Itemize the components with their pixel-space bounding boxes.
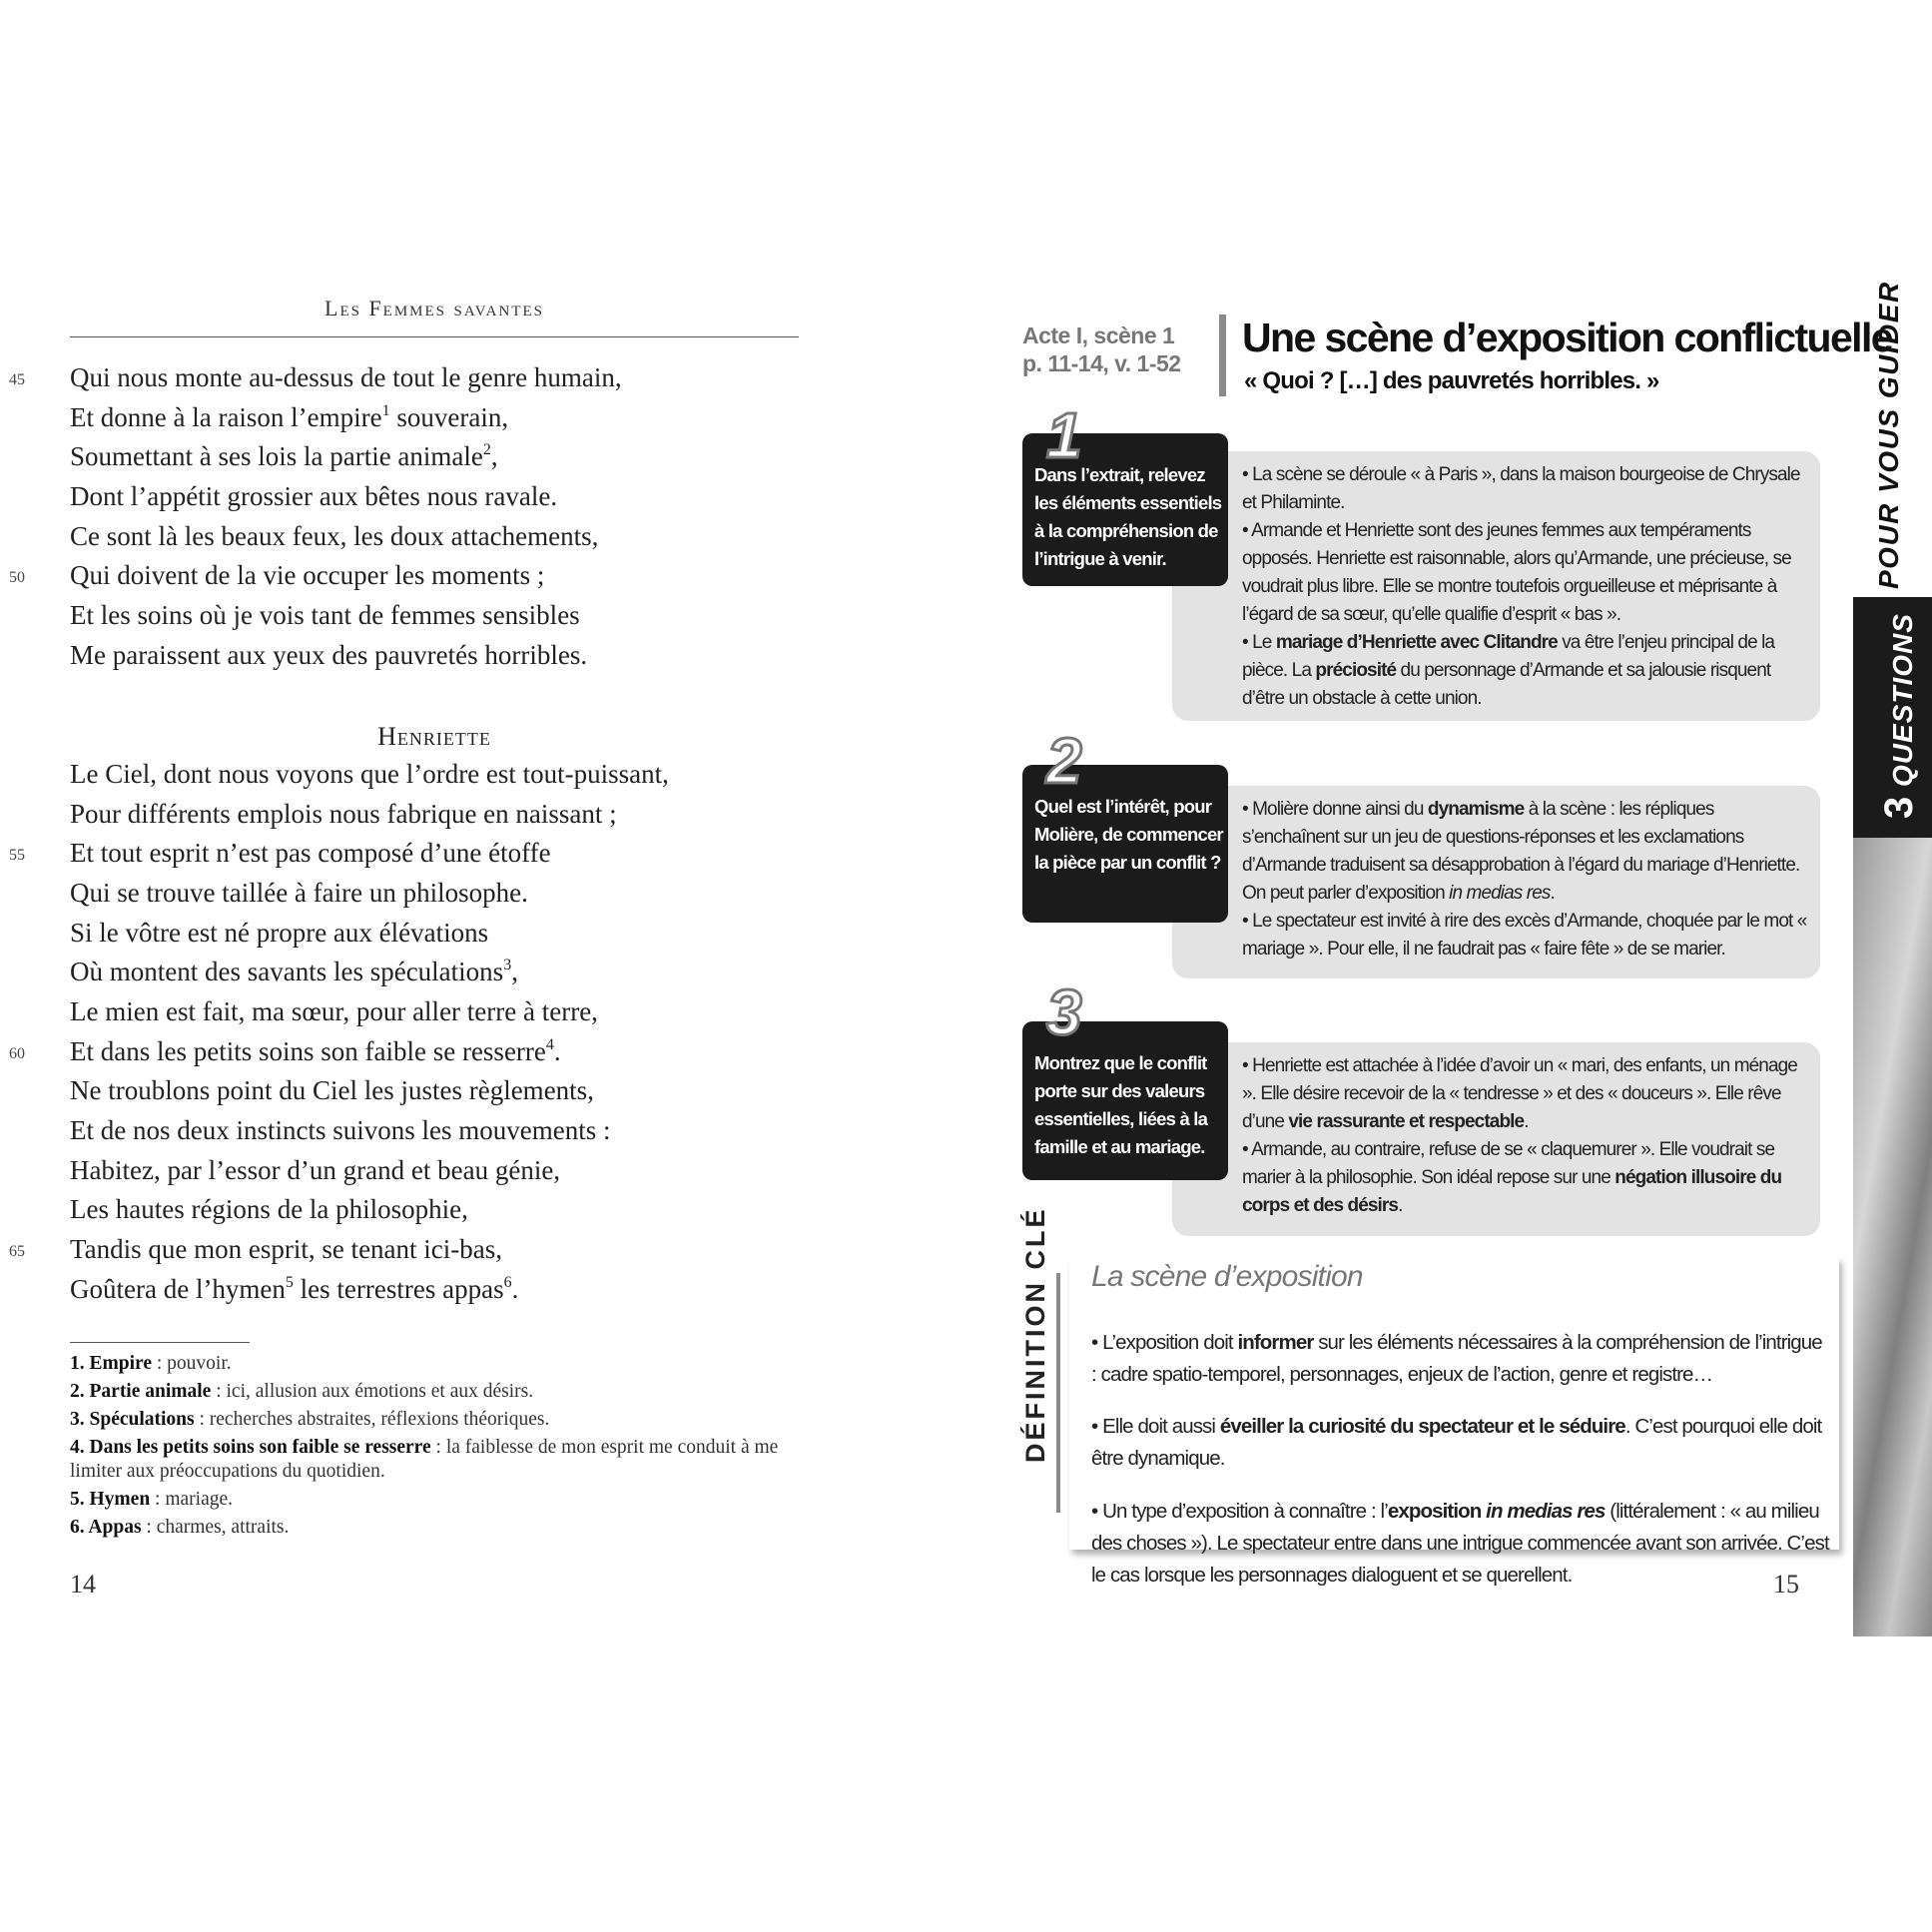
text-segment: • Molière donne ainsi du (1242, 799, 1428, 820)
footnote-ref: 2 (482, 441, 491, 459)
definition-paragraph (1091, 1327, 1830, 1391)
text-segment: Et de nos deux instincts suivons les mouvements : (70, 1115, 611, 1146)
verse-line (0, 834, 819, 874)
verse-line (0, 795, 819, 835)
footnote-ref: 5 (285, 1273, 294, 1291)
definition-paragraph (1091, 1496, 1830, 1592)
definition-body (1091, 1306, 1830, 1600)
text-segment: négation illusoire du corps et des désirs (1242, 1167, 1782, 1216)
answer-box (1172, 1042, 1820, 1236)
question-text: Montrez que le conflit porte sur des valeurs essentielles, liées à la famille et au mariage. (1034, 1052, 1208, 1157)
running-head: Les Femmes savantes (324, 296, 544, 321)
verse-line (0, 1270, 819, 1310)
text-segment: . (553, 1035, 561, 1066)
line-number: 55 (9, 847, 25, 865)
text-segment: . (511, 1273, 519, 1304)
question-number-icon: 1 (1046, 399, 1082, 471)
text-segment: Et les soins où je vois tant de femmes sensibles (70, 600, 580, 631)
verse-line (0, 1230, 819, 1270)
text-segment: les terrestres appas (293, 1273, 504, 1304)
footnote-definition: : recherches abstraites, réflexions théoriques. (194, 1409, 550, 1430)
text-segment: • Armande, au contraire, refuse de se « claquemurer ». Elle voudrait se marier à la philosophie. Son idéal repose sur une (1242, 1139, 1775, 1188)
verse-line (0, 636, 819, 676)
line-number: 45 (9, 371, 25, 388)
text-segment: • Elle doit aussi (1091, 1415, 1220, 1438)
text-segment: • Un type d’exposition à connaître : l’ (1091, 1499, 1388, 1523)
text-segment: • L’exposition doit (1091, 1330, 1238, 1354)
text-segment: , (511, 957, 518, 987)
text-segment: Et donne à la raison l’empire (70, 401, 382, 432)
verse-line (0, 953, 819, 992)
line-number: 65 (9, 1243, 25, 1261)
page-number-right: 15 (1773, 1570, 1799, 1599)
stanza-gap (0, 676, 819, 716)
text-segment: souverain, (389, 401, 509, 432)
verse-line (0, 1190, 819, 1230)
verse-line (0, 1151, 819, 1191)
text-segment: éveiller la curiosité du spectateur et le séduire (1219, 1415, 1625, 1438)
page-title: Une scène d’exposition conflictuelle (1242, 315, 1892, 360)
text-segment: • Le (1242, 632, 1276, 653)
definition-label: DÉFINITION CLÉ (1020, 1206, 1050, 1463)
footnote-ref: 3 (503, 957, 512, 974)
page-number-left: 14 (70, 1570, 96, 1599)
title-bar (1219, 315, 1226, 396)
answer-paragraph (1242, 461, 1810, 517)
footnote-term: 6. Appas (70, 1517, 142, 1538)
footnote-ref: 1 (381, 401, 390, 419)
text-segment: Dont l’appétit grossier aux bêtes nous ravale. (70, 481, 558, 512)
tab-questions-text: QUESTIONS (1887, 613, 1918, 787)
text-segment: sur les éléments nécessaires à la compréhension de l’intrigue : cadre spatio-temporel, personnages, enjeux de l’action, genre et registre… (1091, 1330, 1822, 1386)
verse-line (0, 398, 819, 438)
footnote-term: 3. Spéculations (70, 1409, 195, 1430)
text-segment: (littéralement : « au milieu des choses »). Le spectateur entre dans une intrigue commencée avant son arrivée. C’est le cas lorsque les personnages dialoguent et se querellent. (1091, 1499, 1829, 1587)
text-segment: va être l’enjeu principal de la pièce. La (1242, 632, 1775, 681)
text-segment: Soumettant à ses lois la partie animale (70, 441, 483, 472)
footnote (70, 1408, 809, 1432)
verse-line (0, 437, 819, 477)
text-segment: Qui doivent de la vie occuper les moments ; (70, 560, 545, 591)
footnote (70, 1352, 809, 1376)
text-segment: • Le spectateur est invité à rire des excès d’Armande, choquée par le mot « mariage ». Pour elle, il ne faudrait pas « faire fête » de se marier. (1242, 911, 1807, 960)
definition-heading: La scène d’exposition (1091, 1260, 1363, 1293)
footnote-term: 4. Dans les petits soins son faible se resserre (70, 1437, 431, 1458)
text-segment: Le mien est fait, ma sœur, pour aller terre à terre, (70, 996, 598, 1026)
question-text: Dans l’extrait, relevez les éléments essentiels à la compréhension de l’intrigue à venir. (1034, 464, 1222, 569)
text-segment: mariage d’Henriette avec Clitandre (1275, 632, 1558, 653)
footnote-rule (70, 1342, 250, 1343)
text-segment: vie rassurante et respectable (1288, 1111, 1525, 1132)
header-rule (70, 336, 799, 337)
text-segment: Ne troublons point du Ciel les justes règlements, (70, 1075, 594, 1106)
text-segment: Me paraissent aux yeux des pauvretés horribles. (70, 639, 588, 670)
footnote-definition: : mariage. (150, 1489, 234, 1510)
verse-line (0, 517, 819, 557)
definition-paragraph (1091, 1411, 1830, 1475)
question-text: Quel est l’intérêt, pour Molière, de commencer la pièce par un conflit ? (1034, 796, 1223, 873)
speaker-name: Henriette (377, 722, 491, 752)
answer-paragraph (1242, 1136, 1810, 1220)
text-segment: préciosité (1315, 660, 1397, 681)
page-subtitle: « Quoi ? […] des pauvretés horribles. » (1244, 367, 1659, 394)
text-segment: . (1524, 1111, 1529, 1132)
scene-reference (1022, 322, 1181, 377)
footnote (70, 1488, 809, 1512)
verse-line (0, 1071, 819, 1111)
tab-questions-number: 3 (1877, 795, 1921, 819)
tab-questions-label (1877, 613, 1922, 819)
text-segment: informer (1237, 1330, 1314, 1354)
question-number-icon: 2 (1046, 725, 1082, 797)
text-segment: Qui se trouve taillée à faire un philosophe. (70, 877, 528, 908)
text-segment: Si le vôtre est né propre aux élévations (70, 917, 489, 948)
text-segment: . C’est pourquoi elle doit être dynamique. (1091, 1415, 1822, 1470)
text-segment: Les hautes régions de la philosophie, (70, 1194, 468, 1225)
text-segment: • Henriette est attachée à l’idée d’avoir un « mari, des enfants, un ménage ». Elle désire recevoir de la « tendresse » et des « douceurs ». Elle rêve d’une (1242, 1055, 1797, 1132)
footnote-term: 5. Hymen (70, 1489, 151, 1510)
footnotes (70, 1352, 809, 1544)
footnote (70, 1516, 809, 1540)
text-segment: , (490, 441, 498, 472)
footnote-definition: : ici, allusion aux émotions et aux désirs. (211, 1381, 534, 1402)
text-segment: Qui nous monte au-dessus de tout le genre humain, (70, 362, 622, 392)
text-segment: Goûtera de l’hymen (70, 1273, 286, 1304)
line-number: 50 (9, 569, 25, 587)
footnote (70, 1380, 809, 1404)
text-segment: du personnage d’Armande et sa jalousie risquent d’être un obstacle à cette union. (1242, 660, 1771, 709)
text-segment: Habitez, par l’essor d’un grand et beau génie, (70, 1154, 561, 1185)
question-number-icon: 3 (1046, 976, 1082, 1048)
verse-line (0, 556, 819, 596)
text-segment: Et tout esprit n’est pas composé d’une étoffe (70, 838, 551, 869)
verse-line (0, 914, 819, 954)
answer-paragraph (1242, 796, 1810, 908)
definition-rule (1056, 1273, 1060, 1513)
footnote-term: 1. Empire (70, 1353, 152, 1374)
text-segment: . (1398, 1195, 1403, 1216)
verse-line (0, 596, 819, 636)
text-segment: in medias res (1486, 1499, 1606, 1523)
answer-paragraph (1242, 629, 1810, 713)
answer-box (1172, 786, 1820, 978)
footnote-ref: 4 (545, 1035, 554, 1053)
verse-line (0, 358, 819, 398)
footnote-definition: : la faiblesse de mon esprit me conduit à me limiter aux préoccupations du quotidien. (70, 1437, 779, 1482)
verse-line (0, 992, 819, 1032)
verse-text (0, 358, 819, 1310)
footnote-term: 2. Partie animale (70, 1381, 212, 1402)
text-segment: . (1550, 883, 1555, 904)
side-photo-strip (1853, 838, 1932, 1636)
answer-paragraph (1242, 1052, 1810, 1136)
text-segment: Et dans les petits soins son faible se resserre (70, 1035, 546, 1066)
text-segment: • Armande et Henriette sont des jeunes femmes aux tempéraments opposés. Henriette est raisonnable, alors qu’Armande, une précieuse, se voudrait plus libre. Elle se montre toutefois orgueilleuse et méprisante à l’égard de sa sœur, qu’elle qualifie d’esprit « bas ». (1242, 520, 1791, 625)
footnote-definition: : pouvoir. (151, 1353, 232, 1374)
line-number: 60 (9, 1044, 25, 1062)
text-segment: • La scène se déroule « à Paris », dans la maison bourgeoise de Chrysale et Philaminte. (1242, 464, 1800, 513)
acte-label: Acte I, scène 1 (1022, 322, 1175, 348)
text-segment: exposition (1387, 1499, 1487, 1523)
answer-paragraph (1242, 517, 1810, 629)
text-segment: à la scène : les répliques s’enchaînent sur un jeu de questions-réponses et les exclamations d’Armande traduisent sa désapprobation à l’égard du mariage d’Henriette. On peut parler d’exposition (1242, 799, 1800, 904)
text-segment: Tandis que mon esprit, se tenant ici-bas, (70, 1234, 503, 1265)
answer-box (1172, 451, 1820, 721)
text-segment: Pour différents emplois nous fabrique en naissant ; (70, 798, 617, 829)
verse-line (0, 477, 819, 517)
text-segment: in medias res (1449, 883, 1551, 904)
verse-line (0, 1111, 819, 1151)
verse-line (0, 755, 819, 795)
footnote-ref: 6 (503, 1273, 512, 1291)
footnote-definition: : charmes, attraits. (141, 1517, 290, 1538)
text-segment: Ce sont là les beaux feux, les doux attachements, (70, 520, 599, 551)
text-segment: Le Ciel, dont nous voyons que l’ordre est tout-puissant, (70, 758, 669, 789)
text-segment: Où montent des savants les spéculations (70, 957, 504, 987)
tab-guide-label[interactable]: POUR VOUS GUIDER (1873, 281, 1904, 589)
verse-line (0, 1032, 819, 1072)
answer-paragraph (1242, 908, 1810, 964)
verse-line (0, 874, 819, 914)
footnote (70, 1436, 809, 1484)
pages-label: p. 11-14, v. 1-52 (1022, 350, 1181, 376)
text-segment: dynamisme (1427, 799, 1525, 820)
